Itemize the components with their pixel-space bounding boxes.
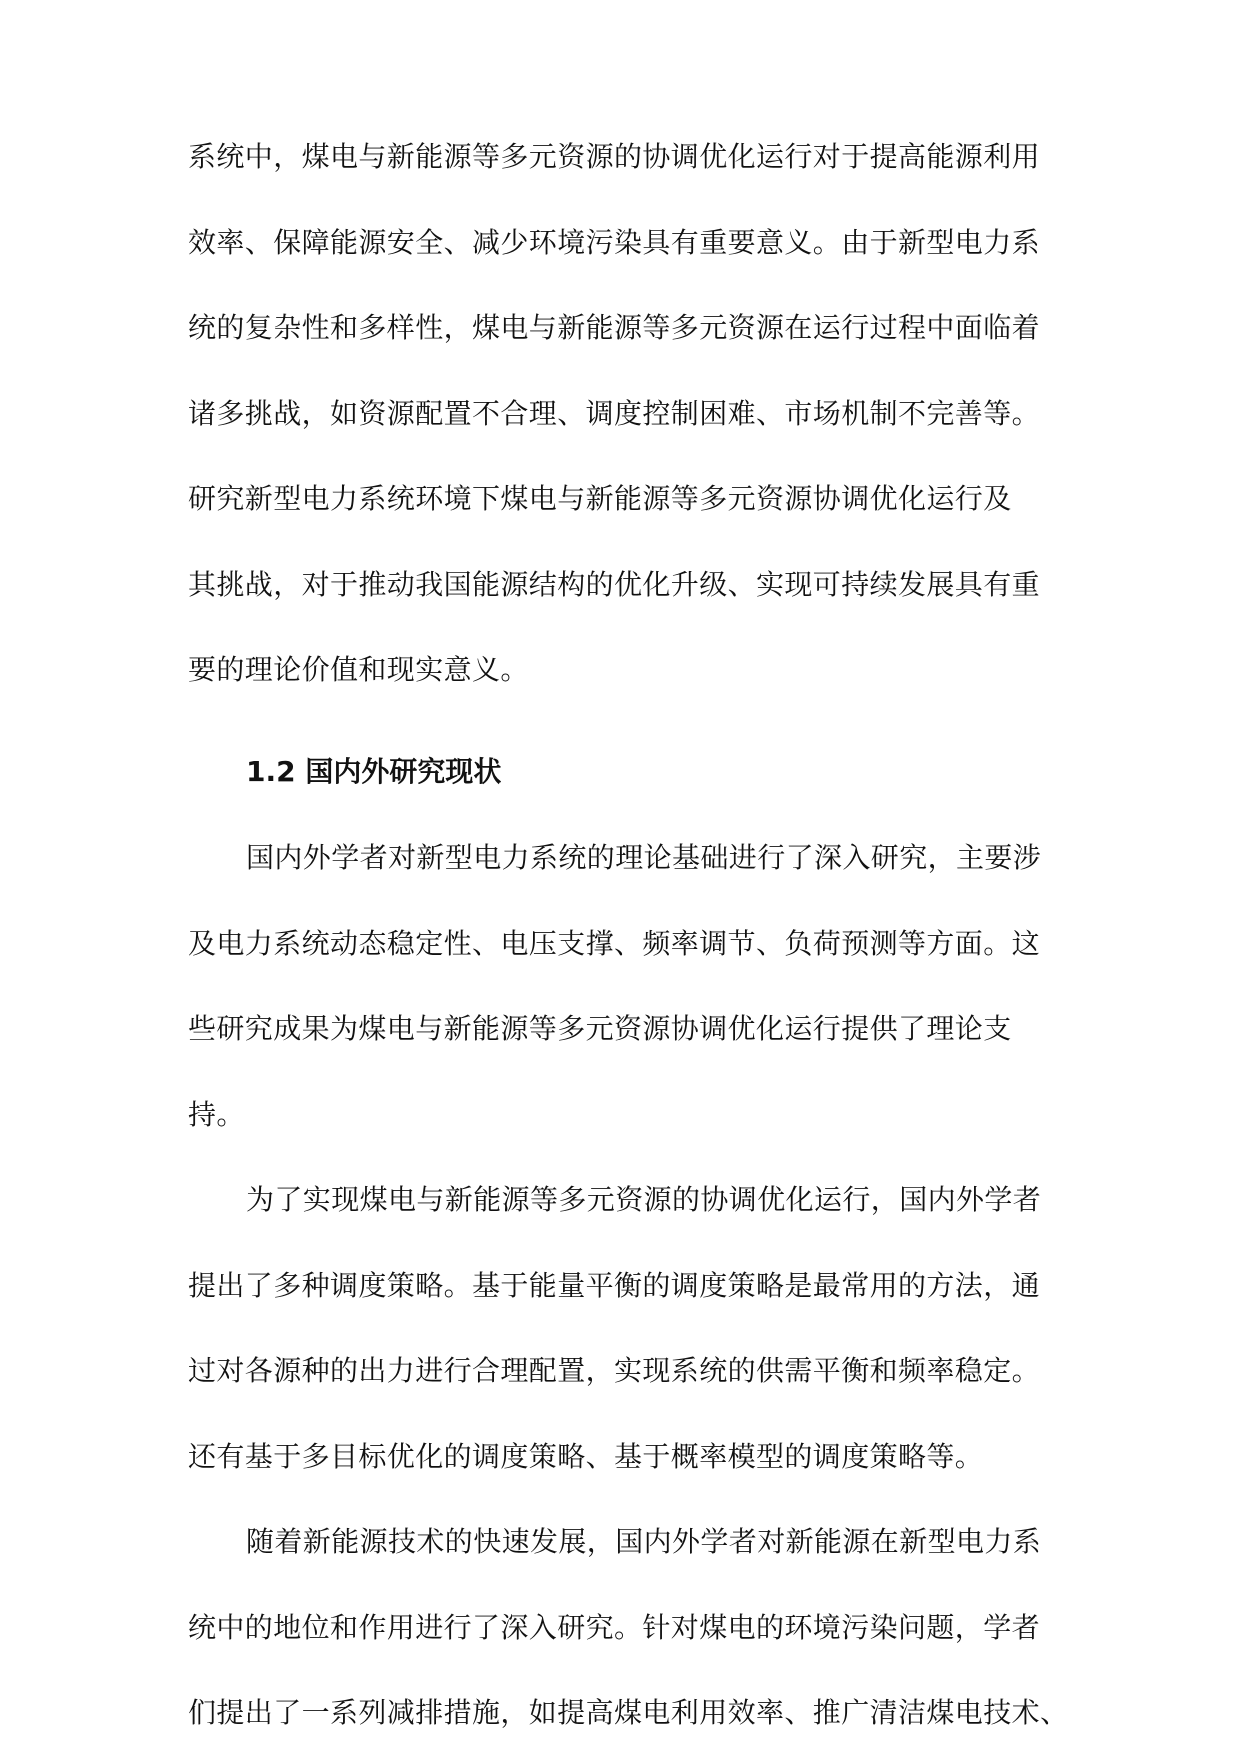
text-line: 提出了多种调度策略。基于能量平衡的调度策略是最常用的方法，通 (188, 1269, 1041, 1302)
text-line: 些研究成果为煤电与新能源等多元资源协调优化运行提供了理论支 (188, 1012, 1012, 1045)
text-line: 要的理论价值和现实意义。 (188, 653, 529, 686)
text-line: 其挑战，对于推动我国能源结构的优化升级、实现可持续发展具有重 (188, 568, 1041, 601)
text-line: 统的复杂性和多样性，煤电与新能源等多元资源在运行过程中面临着 (188, 311, 1041, 344)
text-line: 国内外学者对新型电力系统的理论基础进行了深入研究，主要涉 (246, 841, 1042, 874)
text-line: 随着新能源技术的快速发展，国内外学者对新能源在新型电力系 (246, 1525, 1042, 1558)
text-line: 统中的地位和作用进行了深入研究。针对煤电的环境污染问题，学者 (188, 1611, 1041, 1644)
section-heading: 1.2 国内外研究现状 (246, 755, 502, 788)
text-line: 们提出了一系列减排措施，如提高煤电利用效率、推广清洁煤电技术、 (188, 1696, 1069, 1729)
text-line: 诸多挑战，如资源配置不合理、调度控制困难、市场机制不完善等。 (188, 397, 1041, 430)
text-line: 还有基于多目标优化的调度策略、基于概率模型的调度策略等。 (188, 1440, 984, 1473)
text-line: 持。 (188, 1098, 245, 1131)
text-line: 为了实现煤电与新能源等多元资源的协调优化运行，国内外学者 (246, 1183, 1042, 1216)
text-line: 研究新型电力系统环境下煤电与新能源等多元资源协调优化运行及 (188, 482, 1012, 515)
text-line: 过对各源种的出力进行合理配置，实现系统的供需平衡和频率稳定。 (188, 1354, 1041, 1387)
text-line: 效率、保障能源安全、减少环境污染具有重要意义。由于新型电力系 (188, 226, 1041, 259)
text-line: 及电力系统动态稳定性、电压支撑、频率调节、负荷预测等方面。这 (188, 927, 1041, 960)
text-line: 系统中，煤电与新能源等多元资源的协调优化运行对于提高能源利用 (188, 140, 1041, 173)
